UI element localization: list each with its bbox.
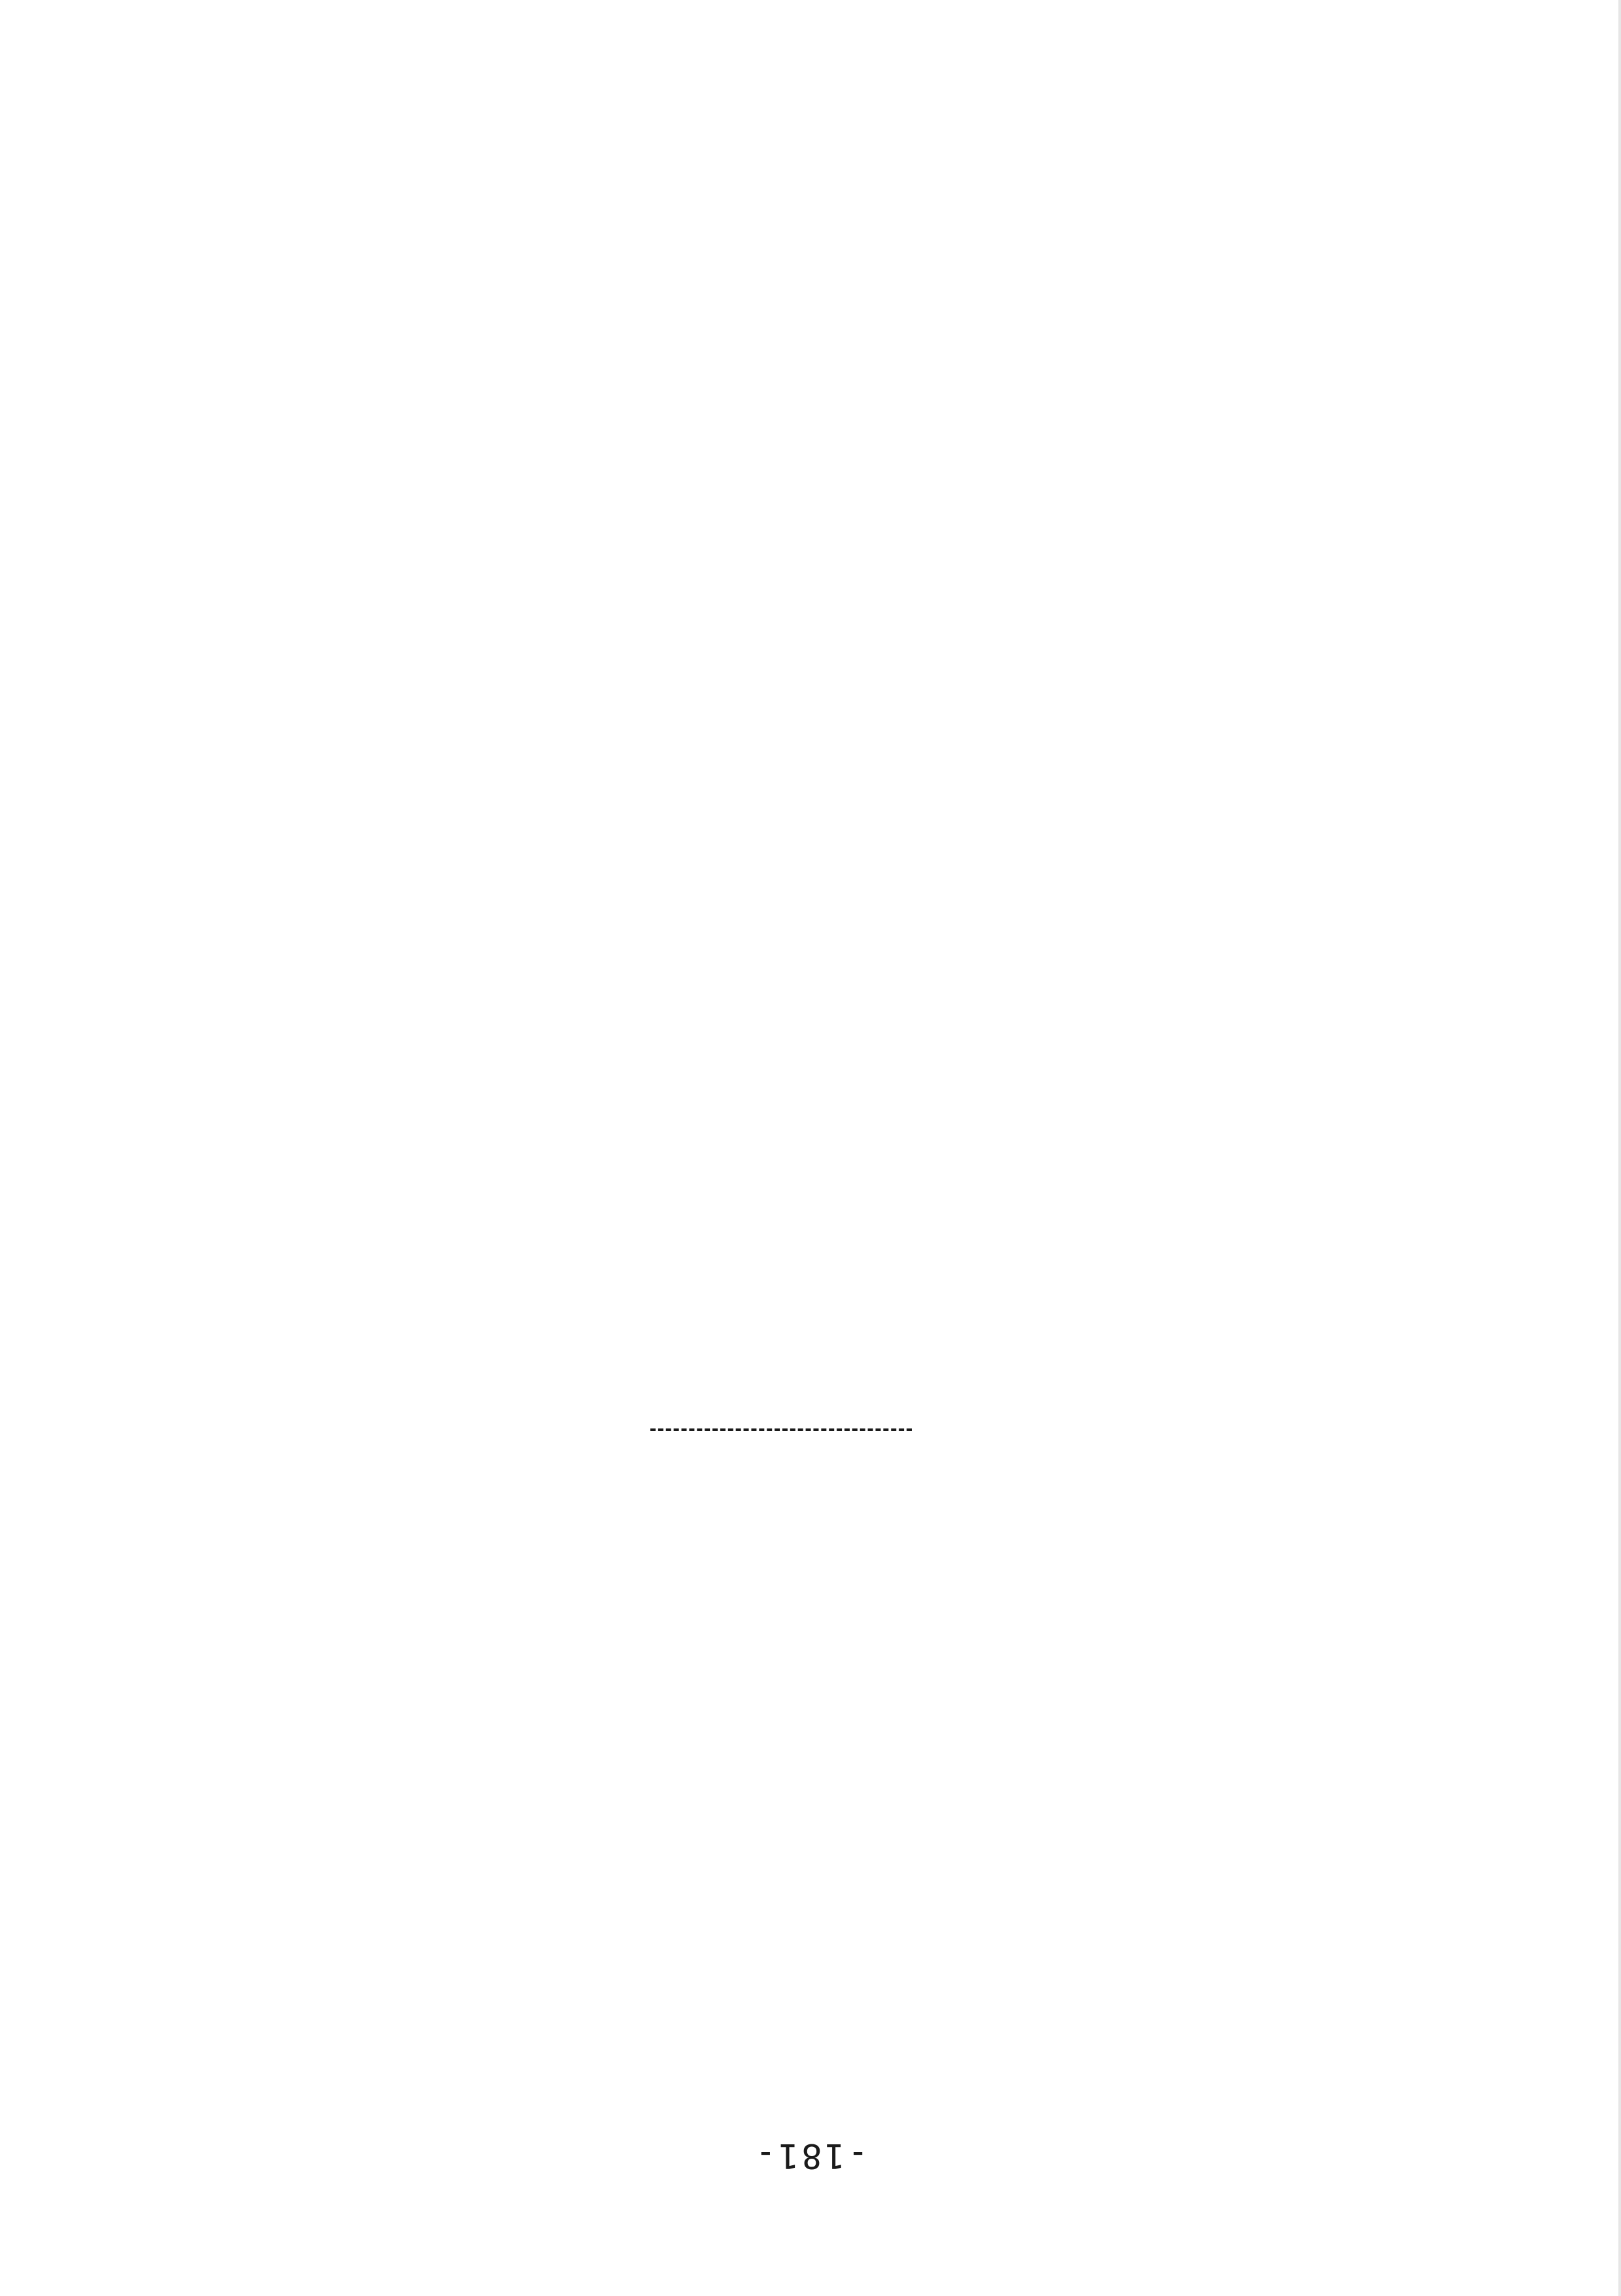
- section-separator: [650, 1428, 912, 1431]
- page-number: -181-: [752, 2136, 869, 2175]
- page-edge: [1618, 0, 1621, 2296]
